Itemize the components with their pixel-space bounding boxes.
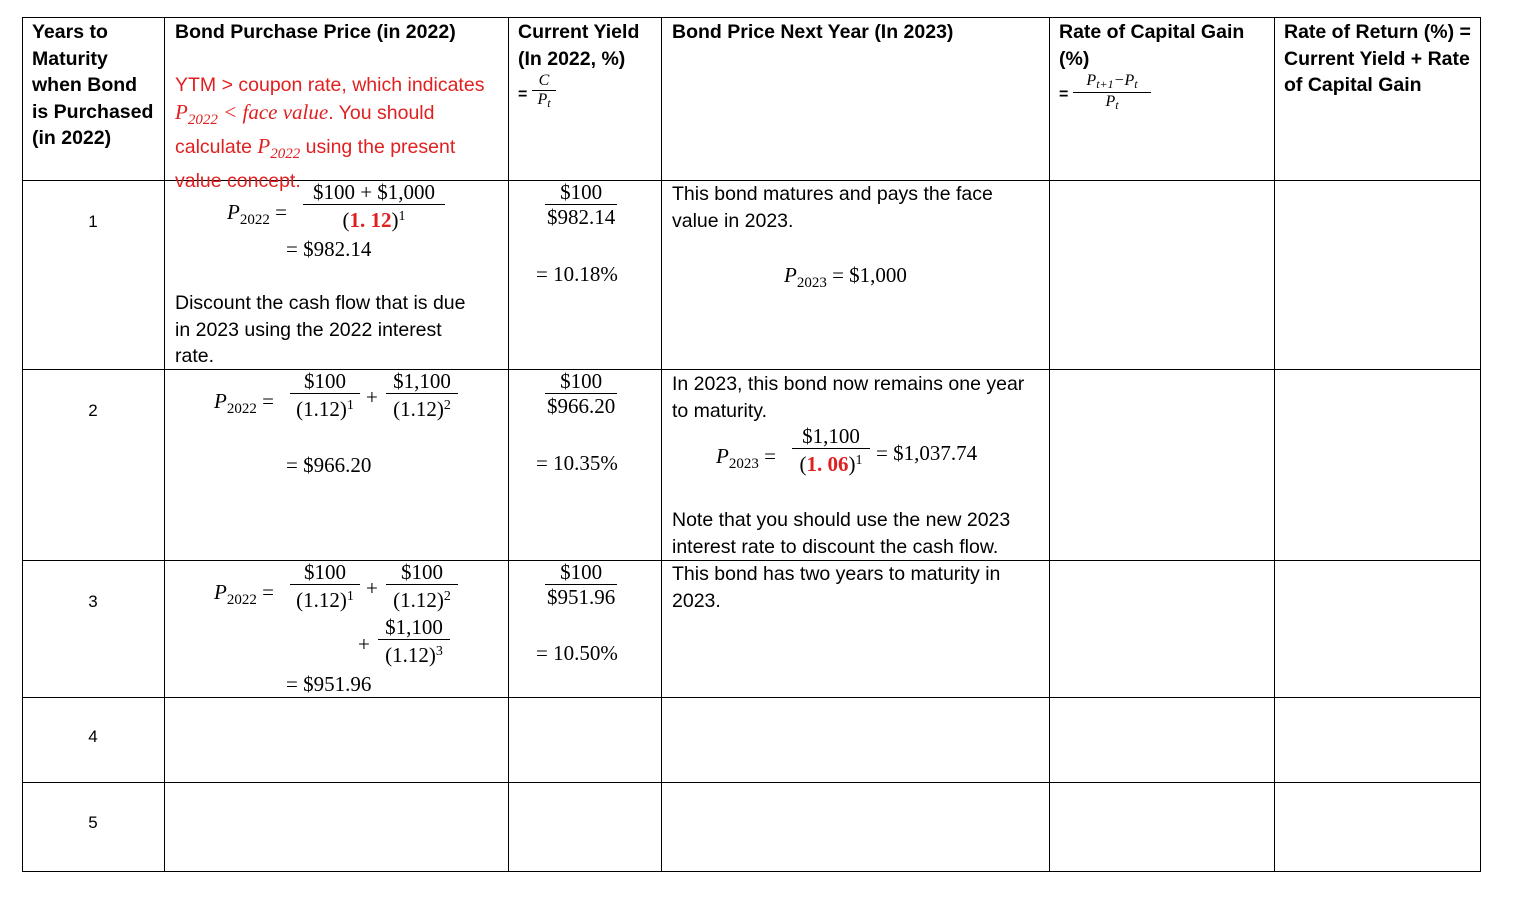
header-purchase-price: Bond Purchase Price (in 2022)	[175, 21, 456, 43]
row-divider	[23, 782, 1480, 783]
header-years: Years to Maturity when Bond is Purchased (in 2022)	[32, 21, 154, 149]
col-divider	[661, 18, 662, 871]
row-years-1: 1	[88, 212, 98, 231]
row2-next-note: In 2023, this bond now remains one year to maturity.	[672, 373, 1025, 422]
row1-next-value: = $1,000	[832, 263, 907, 287]
row2-price-result: = $966.20	[286, 453, 372, 477]
col-divider	[1049, 18, 1050, 871]
col-divider	[164, 18, 165, 871]
header-current-yield: Current Yield (In 2022, %)	[518, 21, 640, 70]
row3-yield-num: $100	[560, 560, 603, 584]
row-years-3: 3	[88, 592, 98, 611]
row1-next-formula: $P_{2023}$ = $1,000	[784, 263, 907, 291]
row-divider	[23, 697, 1480, 698]
row-years-5: 5	[88, 813, 98, 832]
row2-yield-den: $966.20	[547, 394, 616, 418]
row1-price-note: Discount the cash flow that is due in 2023 using the 2022 interest rate.	[175, 292, 466, 367]
col-divider	[508, 18, 509, 871]
col-divider	[1274, 18, 1275, 871]
purchase-note: YTM > coupon rate, which indicates $P_{2022}$ < face value. You should calculate $P_{2022}$ using the present value concept.	[175, 74, 485, 192]
row1-next-note: This bond matures and pays the face value in 2023.	[672, 183, 993, 232]
row2-yield-result: = 10.35%	[536, 451, 618, 475]
row-years-4: 4	[88, 727, 98, 746]
header-price-next-year: Bond Price Next Year (In 2023)	[672, 21, 954, 43]
row2-next-note2: Note that you should use the new 2023 interest rate to discount the cash flow.	[672, 509, 1011, 558]
row1-yield-den: $982.14	[547, 205, 616, 229]
purchase-note-part3: using the present value concept.	[175, 136, 456, 192]
row3-yield-result: = 10.50%	[536, 641, 618, 665]
row3-next-note: This bond has two years to maturity in 2023.	[672, 563, 1001, 612]
row1-yield-result: = 10.18%	[536, 262, 618, 286]
row2-yield-num: $100	[560, 369, 603, 393]
row1-yield-fraction	[545, 180, 617, 229]
purchase-note-part2: . You should calculate	[175, 101, 435, 158]
row3-yield-den: $951.96	[547, 585, 616, 609]
purchase-note-part1: YTM > coupon rate, which indicates	[175, 74, 485, 96]
row-years-2: 2	[88, 401, 98, 420]
row3-price-result: = $951.96	[286, 672, 372, 696]
row2-next-result: = $1,037.74	[876, 441, 978, 465]
header-capital-gain: Rate of Capital Gain (%)	[1059, 21, 1245, 70]
row3-yield-fraction	[545, 560, 617, 609]
row2-yield-fraction	[545, 369, 617, 418]
header-rate-of-return: Rate of Return (%) = Current Yield + Rate of Capital Gain	[1284, 21, 1471, 96]
row1-price-result: = $982.14	[286, 237, 372, 261]
row1-yield-num: $100	[560, 180, 603, 204]
